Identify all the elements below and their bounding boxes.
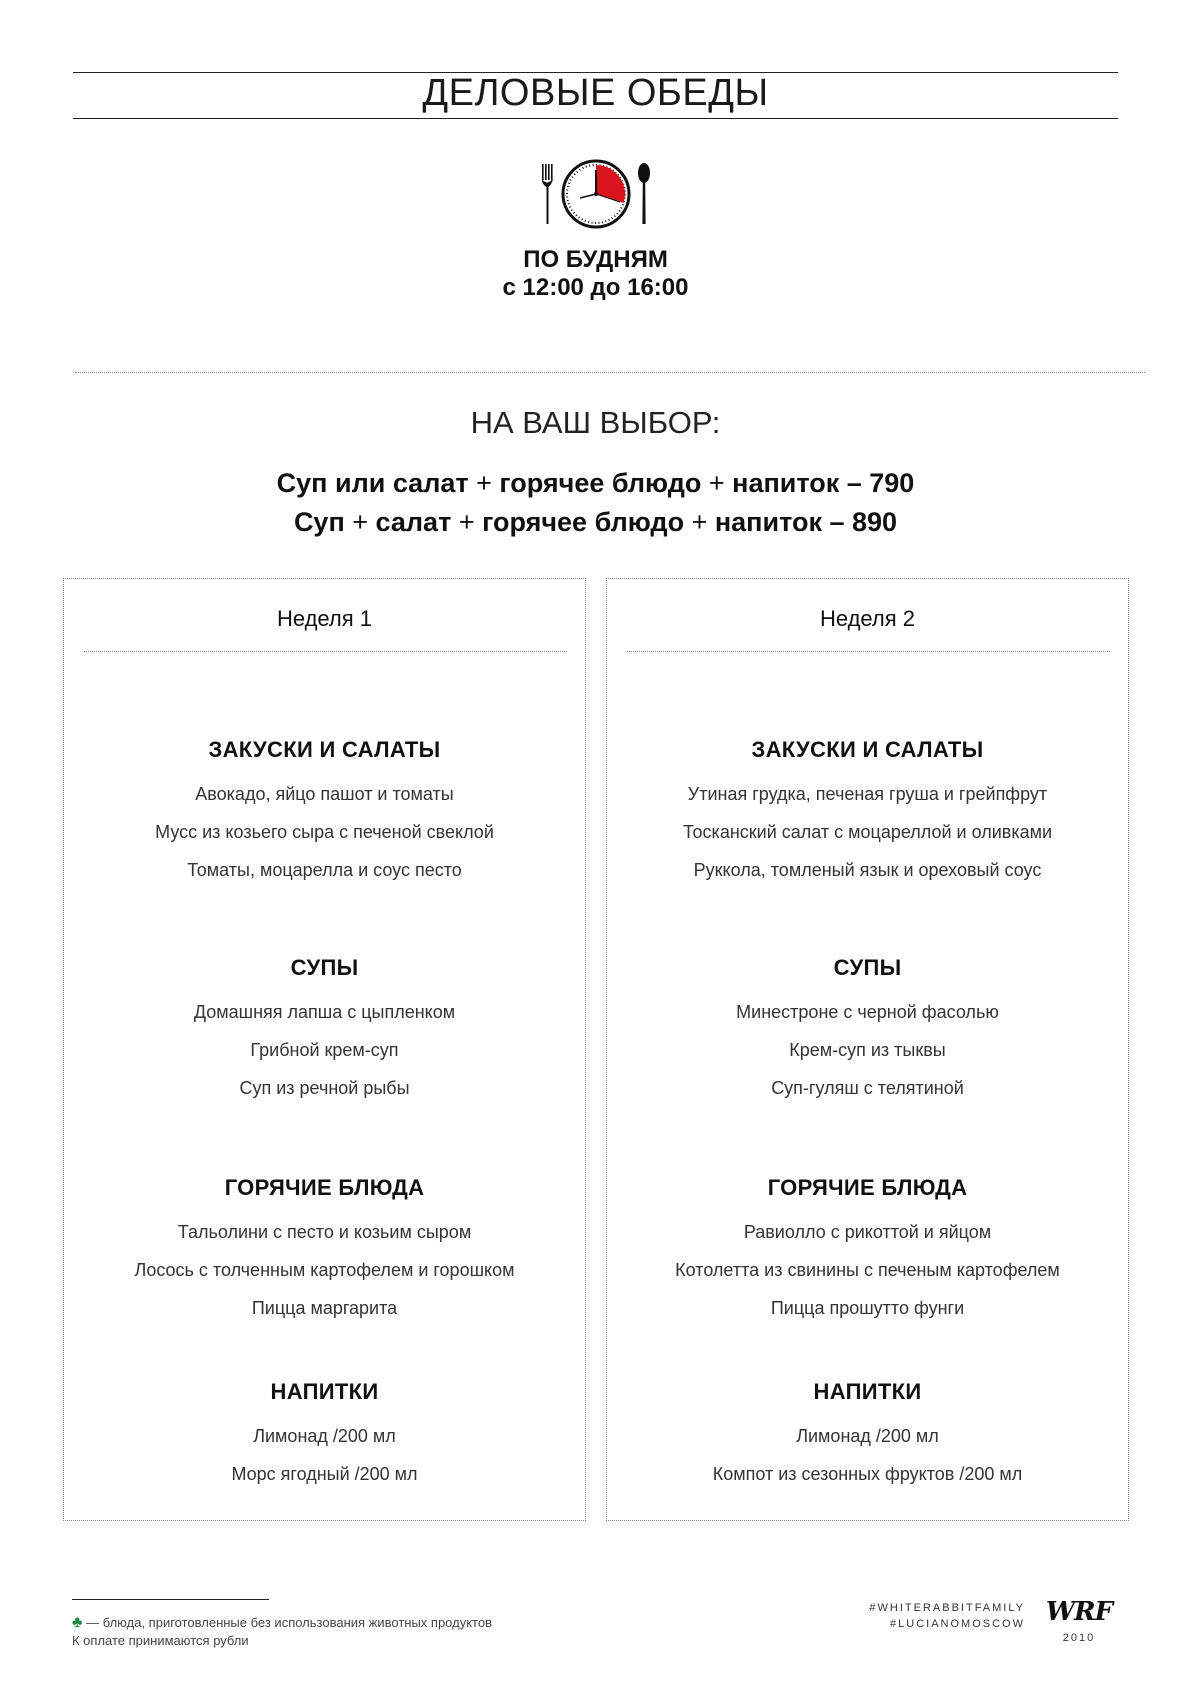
menu-item: Крем-суп из тыквы: [789, 1040, 946, 1060]
section-hot-dishes: [607, 1175, 1128, 1327]
week-1-panel: [63, 578, 586, 1521]
offer-790-text: напиток – 790: [724, 468, 915, 498]
offer-890-text: Суп: [293, 507, 353, 537]
lunch-emblem: [540, 158, 652, 230]
vegan-note-text: — блюда, приготовленные без использования животных продуктов: [82, 1615, 492, 1630]
menu-item: Суп-гуляш с телятиной: [771, 1078, 964, 1098]
menu-item: Компот из сезонных фруктов /200 мл: [712, 1464, 1023, 1484]
section-drinks: [64, 1379, 585, 1493]
plus-sign: +: [458, 507, 475, 537]
menu-item: Утиная грудка, печеная груша и грейпфрут: [687, 784, 1048, 804]
page-title: ДЕЛОВЫЕ ОБЕДЫ: [422, 72, 769, 114]
menu-item: Лосось с толченным картофелем и горошком: [134, 1260, 515, 1280]
offer-890-text: напиток – 890: [707, 507, 898, 537]
offer-790-text: Суп или салат: [276, 468, 477, 498]
section-heading: НАПИТКИ: [813, 1379, 922, 1404]
plus-sign: +: [708, 468, 725, 498]
menu-item: Домашняя лапша с цыпленком: [193, 1002, 456, 1022]
club-icon: ♣: [72, 1614, 83, 1631]
plus-sign: +: [352, 507, 369, 537]
hashtag: #WHITERABBITFAMILY: [869, 1602, 1025, 1614]
wrf-logo: WRF: [1045, 1597, 1113, 1627]
divider: [75, 372, 1145, 373]
offer-890: [0, 507, 1191, 538]
menu-item: Тосканский салат с моцареллой и оливками: [682, 822, 1053, 842]
payment-note: К оплате принимаются рубли: [72, 1633, 249, 1648]
menu-item: Лимонад /200 мл: [253, 1426, 396, 1446]
plus-sign: +: [691, 507, 708, 537]
section-heading: СУПЫ: [290, 955, 359, 980]
offer-890-text: салат: [368, 507, 459, 537]
menu-item: Суп из речной рыбы: [239, 1078, 410, 1098]
menu-item: Грибной крем-суп: [250, 1040, 399, 1060]
menu-item: Морс ягодный /200 мл: [231, 1464, 418, 1484]
menu-item: Пицца маргарита: [251, 1298, 398, 1318]
section-drinks: [607, 1379, 1128, 1493]
section-heading: ЗАКУСКИ И САЛАТЫ: [208, 737, 441, 762]
hashtag: #LUCIANOMOSCOW: [890, 1618, 1025, 1630]
menu-item: Котолетта из свинины с печеным картофелем: [675, 1260, 1060, 1280]
spoon-icon: [638, 163, 650, 224]
menu-item: Равиолло с рикоттой и яйцом: [743, 1222, 992, 1242]
section-heading: ГОРЯЧИЕ БЛЮДА: [767, 1175, 968, 1200]
section-heading: НАПИТКИ: [270, 1379, 379, 1404]
choice-heading: НА ВАШ ВЫБОР:: [470, 405, 721, 440]
footnote-rule: [72, 1599, 269, 1600]
menu-item: Минестроне с черной фасолью: [736, 1002, 999, 1022]
brand-hashtags: [855, 1600, 1025, 1632]
section-heading: СУПЫ: [833, 955, 902, 980]
week-divider: [84, 651, 567, 652]
menu-item: Тальолини с песто и козьим сыром: [177, 1222, 472, 1242]
menu-item: Руккола, томленый язык и ореховый соус: [693, 860, 1042, 880]
section-heading: ГОРЯЧИЕ БЛЮДА: [224, 1175, 425, 1200]
menu-item: Авокадо, яйцо пашот и томаты: [195, 784, 454, 804]
section-heading: ЗАКУСКИ И САЛАТЫ: [751, 737, 984, 762]
section-soups: [64, 955, 585, 1107]
section-starters: [64, 737, 585, 889]
fork-icon: [542, 164, 553, 224]
offer-790: [0, 468, 1191, 499]
title-bottom-rule: [73, 118, 1118, 119]
offer-790-text: горячее блюдо: [491, 468, 709, 498]
schedule-days: ПО БУДНЯМ: [523, 246, 668, 273]
clock-icon: [563, 161, 629, 227]
vegan-note: [72, 1614, 492, 1632]
week-title: Неделя 2: [819, 606, 916, 631]
section-starters: [607, 737, 1128, 889]
week-title: Неделя 1: [276, 606, 373, 631]
week-divider: [627, 651, 1110, 652]
schedule: [0, 246, 1191, 302]
plus-sign: +: [476, 468, 492, 498]
section-soups: [607, 955, 1128, 1107]
menu-item: Пицца прошутто фунги: [770, 1298, 965, 1318]
menu-item: Лимонад /200 мл: [796, 1426, 939, 1446]
week-2-panel: [606, 578, 1129, 1521]
section-hot-dishes: [64, 1175, 585, 1327]
menu-item: Мусс из козьего сыра с печеной свеклой: [155, 822, 494, 842]
schedule-hours: с 12:00 до 16:00: [502, 274, 689, 301]
offer-890-text: горячее блюдо: [474, 507, 692, 537]
brand-year: 2010: [1062, 1632, 1096, 1644]
menu-item: Томаты, моцарелла и соус песто: [187, 860, 462, 880]
